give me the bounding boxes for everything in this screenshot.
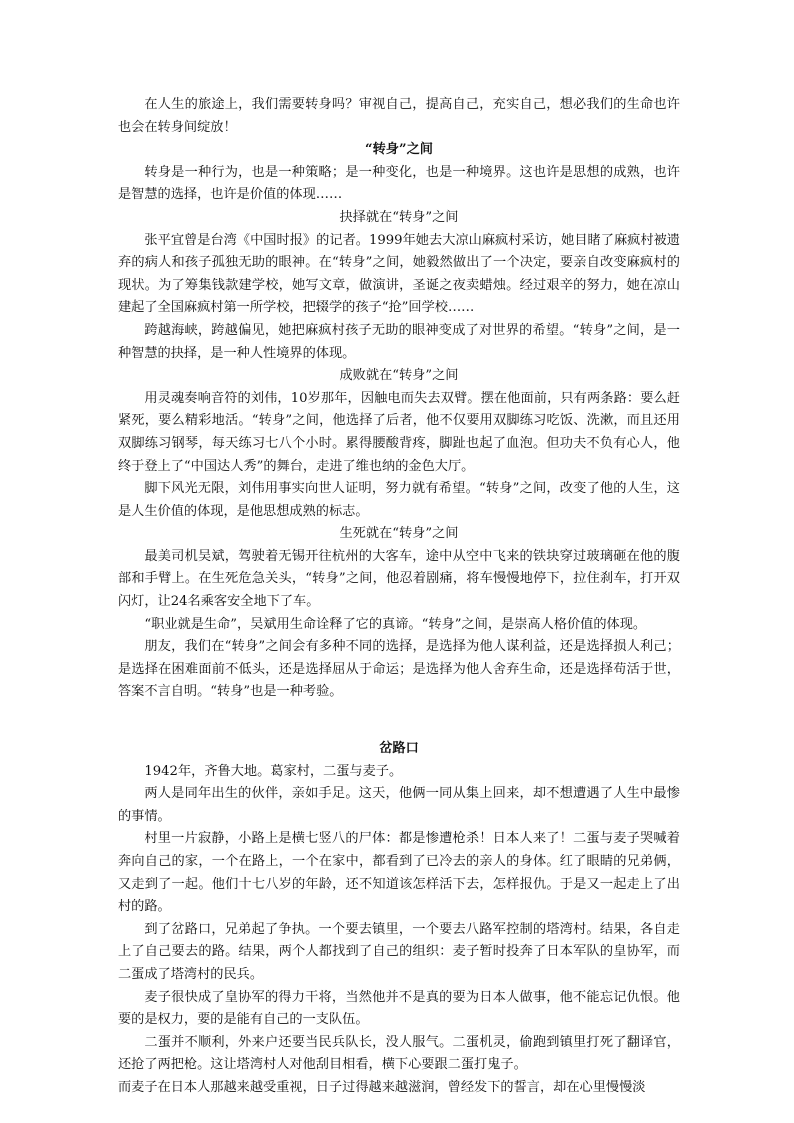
body-paragraph: 到了岔路口，兄弟起了争执。一个要去镇里，一个要去八路军控制的塔湾村。结果，各自走上了自己要去的路。结果，两个人都找到了自己的组织：麦子暂时投奔了日本军队的皇协军，而二蛋成了塔湾村的民兵。 (118, 921, 680, 982)
intro-paragraph: 在人生的旅途上，我们需要转身吗？审视自己，提高自己，充实自己，想必我们的生命也许也会在转身间绽放！ (118, 97, 680, 135)
body-paragraph: 二蛋并不顺利，外来户还要当民兵队长，没人服气。二蛋机灵，偷跑到镇里打死了翻译官，还抢了两把枪。这让塔湾村人对他刮目相看，横下心要跟二蛋打鬼子。 (118, 1034, 680, 1073)
body-paragraph: 用灵魂奏响音符的刘伟，10岁那年，因触电而失去双臂。摆在他面前，只有两条路：要么赶紧死，要么精彩地活。“转身”之间，他选择了后者，他不仅要用双脚练习吃饭、洗漱，而且还用双脚练习钢琴，每天练习七八个小时。累得腰酸背疼，脚趾也起了血泡。但功夫不负有心人，他终于登上了“中国达人秀”的舞台，走进了维也纳的金色大厅。 (118, 390, 680, 474)
body-paragraph: 而麦子在日本人那越来越受重视，日子过得越来越滋润，曾经发下的誓言，却在心里慢慢淡 (118, 1079, 646, 1095)
body-paragraph: 转身是一种行为，也是一种策略；是一种变化，也是一种境界。这也许是思想的成熟，也许是智慧的选择，也许是价值的体现…… (118, 164, 680, 203)
essay-title: 岔路口 (379, 741, 419, 757)
body-paragraph: 朋友，我们在“转身”之间会有多种不同的选择，是选择为他人谋利益，还是选择损人利己；是选择在困难面前不低头，还是选择屈从于命运；是选择为他人舍弃生命，还是选择苟活于世，答案不言自明。“转身”也是一种考验。 (118, 639, 680, 700)
body-paragraph: 张平宜曾是台湾《中国时报》的记者。1999年她去大凉山麻疯村采访，她目睹了麻疯村被遗弃的病人和孩子孤独无助的眼神。在“转身”之间，她毅然做出了一个决定，要亲自改变麻疯村的现状。为了筹集钱款建学校，她写文章，做演讲，圣诞之夜卖蜡烛。经过艰辛的努力，她在凉山建起了全国麻疯村第一所学校，把辍学的孩子“抢”回学校…… (118, 232, 680, 316)
body-paragraph: “职业就是生命”，吴斌用生命诠释了它的真谛。“转身”之间，是崇高人格价值的体现。 (144, 616, 647, 632)
body-paragraph: 跨越海峡，跨越偏见，她把麻疯村孩子无助的眼神变成了对世界的希望。“转身”之间，是一种智慧的抉择，是一种人性境界的体现。 (118, 322, 680, 361)
body-paragraph: 村里一片寂静，小路上是横七竖八的尸体：都是惨遭枪杀！日本人来了！二蛋与麦子哭喊着奔向自己的家，一个在路上，一个在家中，都看到了已冷去的亲人的身体。红了眼睛的兄弟俩，又走到了一起。他们十七八岁的年龄，还不知道该怎样活下去，怎样报仇。于是又一起走上了出村的路。 (118, 831, 680, 915)
body-paragraph: 两人是同年出生的伙伴，亲如手足。这天，他俩一同从集上回来，却不想遭遇了人生中最惨的事情。 (118, 786, 680, 824)
document-page (118, 94, 680, 1100)
section-heading: 抉择就在“转身”之间 (339, 209, 459, 225)
section-heading: 成败就在“转身”之间 (339, 368, 459, 384)
body-paragraph: 脚下风光无限，刘伟用事实向世人证明，努力就有希望。“转身”之间，改变了他的人生，这是人生价值的体现，是他思想成熟的标志。 (118, 481, 680, 519)
section-heading: 生死就在“转身”之间 (339, 526, 459, 542)
essay-title: “转身”之间 (365, 142, 433, 158)
body-paragraph: 1942年，齐鲁大地。葛家村，二蛋与麦子。 (144, 763, 403, 779)
body-paragraph: 最美司机吴斌，驾驶着无锡开往杭州的大客车，途中从空中飞来的铁块穿过玻璃砸在他的腹部和手臂上。在生死危急关头，“转身”之间，他忍着剧痛，将车慢慢地停下，拉住刹车，打开双闪灯，让24名乘客安全地下了车。 (118, 548, 680, 610)
body-paragraph: 麦子很快成了皇协军的得力干将，当然他并不是真的要为日本人做事，他不能忘记仇恨。他要的是权力，要的是能有自己的一支队伍。 (118, 989, 680, 1028)
section-spacer (118, 704, 680, 738)
